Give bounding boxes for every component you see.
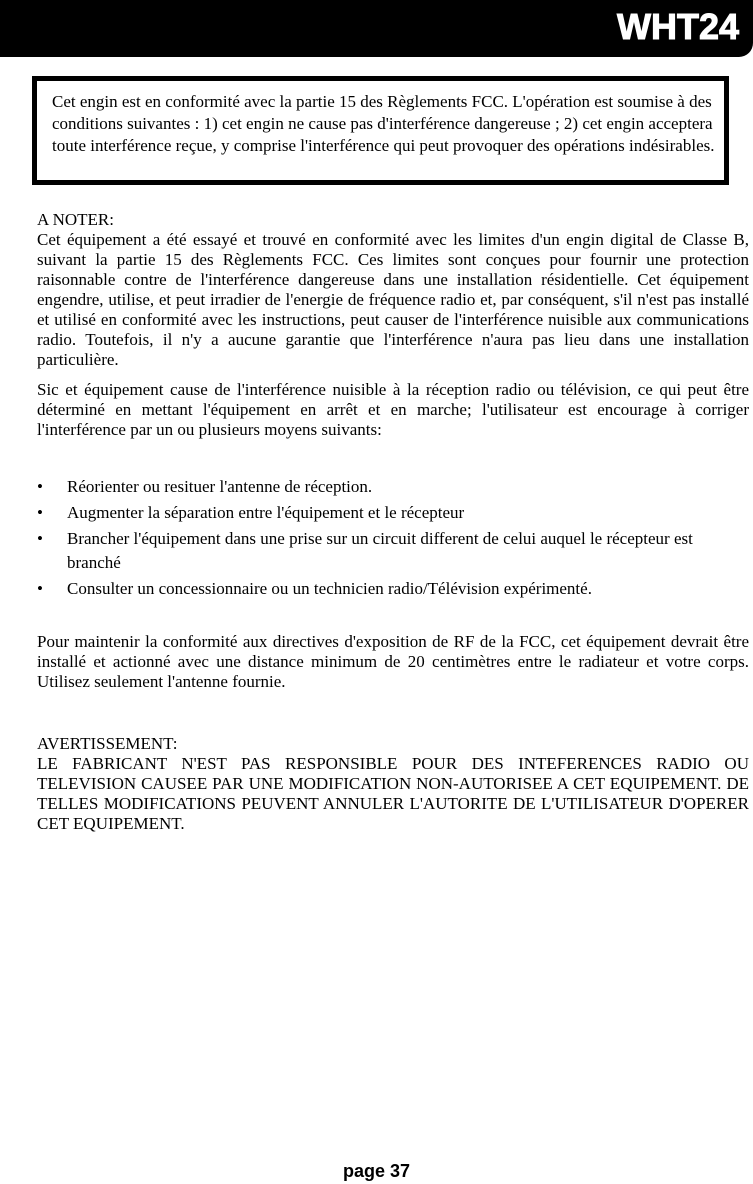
note-paragraph-2: Sic et équipement cause de l'interférence nuisible à la réception radio ou télévision, ce qui peut être déterminé en mettant l'équipement en arrêt et en marche; l'utilisateur est encourage à corriger l'interférence par un ou plusieurs moyens suivants:: [37, 380, 749, 439]
bullet-mark: •: [37, 477, 43, 496]
rf-exposure-text: Pour maintenir la conformité aux directives d'exposition de RF de la FCC, cet équipement devrait être installé et actionné avec une distance minimum de 20 centimètres entre le radiateur et votre corps. Utilisez seulement l'antenne fournie.: [37, 632, 749, 691]
list-item-text: Réorienter ou resituer l'antenne de réception.: [67, 477, 373, 496]
note-paragraph-1: Cet équipement a été essayé et trouvé en conformité avec les limites d'un engin digital de Classe B, suivant la partie 15 des Règlements FCC. Ces limites sont conçues pour fournir une protection raisonnable contre de l'interférence dangereuse dans une installation résidentielle. Cet équipement engendre, utilise, et peut irradier de l'energie de fréquence radio et, par conséquent, s'il n'est pas installé et utilisé en conformité avec les instructions, peut causer de l'interférence nuisible aux communications radio. Toutefois, il n'y a aucune garantie que l'interférence n'aura pas lieu dans une installation particulière.: [37, 230, 749, 369]
header-bar: [0, 0, 753, 57]
bullet-mark: •: [37, 503, 43, 522]
model-title: WHT24: [616, 6, 739, 47]
warning-section: [37, 734, 749, 834]
list-item: [37, 527, 749, 575]
bullet-mark: •: [37, 579, 43, 598]
note-section: [37, 210, 749, 440]
fcc-compliance-text: Cet engin est en conformité avec la partie 15 des Règlements FCC. L'opération est soumise à des conditions suivantes : 1) cet engin ne cause pas d'interférence dangereuse ; 2) cet engin acceptera toute interférence reçue, y comprise l'interférence qui peut provoquer des opérations indésirables.: [52, 92, 715, 155]
list-item-text: Brancher l'équipement dans une prise sur un circuit different de celui auquel le récepteur est branché: [67, 529, 693, 572]
warning-heading: AVERTISSEMENT:: [37, 734, 178, 753]
list-item: [37, 501, 749, 525]
list-item-text: Augmenter la séparation entre l'équipement et le récepteur: [67, 503, 465, 522]
warning-text: LE FABRICANT N'EST PAS RESPONSIBLE POUR DES INTEFERENCES RADIO OU TELEVISION CAUSEE PAR UNE MODIFICATION NON-AUTORISEE A CET EQUIPEMENT. DE TELLES MODIFICATIONS PEUVENT ANNULER L'AUTORITE DE L'UTILISATEUR D'OPERER CET EQUIPEMENT.: [37, 754, 749, 833]
remedy-list: [37, 475, 749, 603]
rf-exposure-section: [37, 632, 749, 692]
fcc-compliance-box: [32, 76, 729, 185]
bullet-mark: •: [37, 529, 43, 548]
list-item: [37, 475, 749, 499]
list-item-text: Consulter un concessionnaire ou un technicien radio/Télévision expérimenté.: [67, 579, 592, 598]
page-number: page 37: [342, 1161, 411, 1181]
note-heading: A NOTER:: [37, 210, 114, 229]
list-item: [37, 577, 749, 601]
